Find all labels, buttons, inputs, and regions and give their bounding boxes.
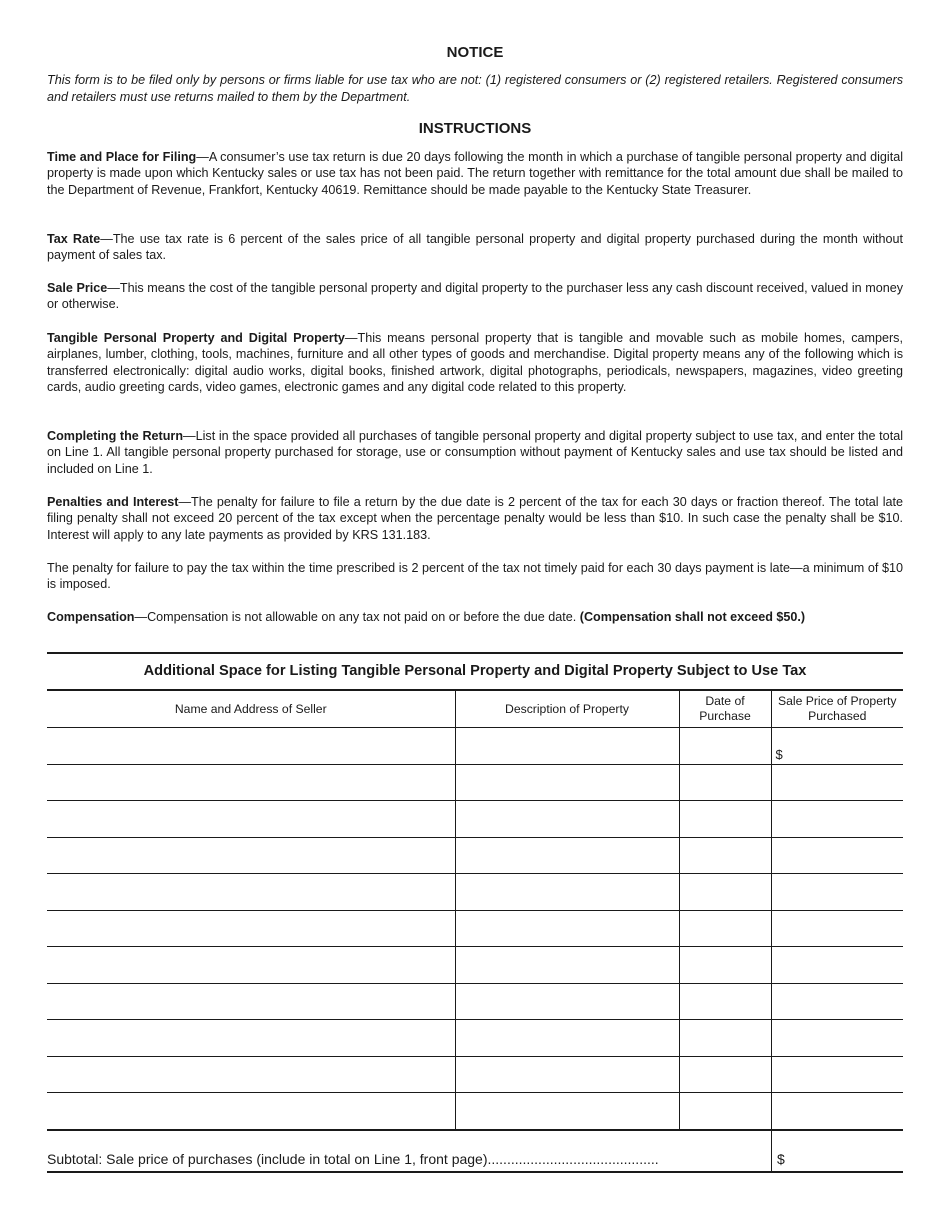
description-cell[interactable] bbox=[455, 1056, 679, 1093]
seller-cell[interactable] bbox=[47, 764, 455, 801]
column-header-description: Description of Property bbox=[455, 691, 679, 728]
date-cell[interactable] bbox=[679, 801, 771, 838]
instructions-title: INSTRUCTIONS bbox=[418, 120, 532, 137]
purchase-listing-section bbox=[47, 652, 903, 1173]
currency-symbol: $ bbox=[775, 746, 783, 762]
price-cell[interactable] bbox=[771, 728, 903, 765]
instruction-completing-return bbox=[47, 428, 903, 477]
table-header-row bbox=[47, 691, 903, 728]
seller-cell[interactable] bbox=[47, 728, 455, 765]
instruction-heading: Penalties and Interest bbox=[47, 495, 179, 509]
description-cell[interactable] bbox=[455, 1093, 679, 1130]
date-cell[interactable] bbox=[679, 728, 771, 765]
notice-title: NOTICE bbox=[446, 44, 504, 61]
seller-cell[interactable] bbox=[47, 1093, 455, 1130]
table-row bbox=[47, 874, 903, 911]
seller-cell[interactable] bbox=[47, 801, 455, 838]
instruction-heading: Tax Rate bbox=[47, 232, 101, 246]
instruction-text: —This means personal property that is tangible and movable such as mobile homes, campers, airplanes, lumber, clothing, tools, machines, furniture and all other types of goods and merchandise. Digital property means any of the following which is transferred electronically: digital audio works, digital books, finished artwork, digital photographs, periodicals, newspapers, magazines, video greeting cards, audio greeting cards, video games, electronic games and any digital code related to this property. bbox=[47, 331, 903, 395]
instruction-tangible-property bbox=[47, 330, 903, 396]
column-header-date: Date of Purchase bbox=[679, 691, 771, 728]
table-row bbox=[47, 983, 903, 1020]
instruction-text: —List in the space provided all purchases of tangible personal property and digital property subject to use tax, and enter the total on Line 1. All tangible personal property purchased for storage, use or consumption without payment of Kentucky sales and use tax should be listed and included on Line 1. bbox=[47, 429, 903, 476]
instruction-heading: Completing the Return bbox=[47, 429, 184, 443]
instruction-text: —The use tax rate is 6 percent of the sales price of all tangible personal property and digital property purchased during the month without payment of sales tax. bbox=[47, 232, 903, 263]
seller-cell[interactable] bbox=[47, 1056, 455, 1093]
instruction-heading: Tangible Personal Property and Digital Property bbox=[47, 331, 345, 345]
description-cell[interactable] bbox=[455, 983, 679, 1020]
subtotal-divider bbox=[771, 1131, 772, 1171]
description-cell[interactable] bbox=[455, 947, 679, 984]
date-cell[interactable] bbox=[679, 1056, 771, 1093]
seller-cell[interactable] bbox=[47, 947, 455, 984]
instruction-heading: Sale Price bbox=[47, 281, 108, 295]
instruction-text: —A consumer’s use tax return is due 20 days following the month in which a purchase of tangible personal property and digital property is made upon which Kentucky sales or use tax has not been paid. The return together with remittance for the total amount due shall be mailed to the Department of Revenue, Frankfort, Kentucky 40619. Remittance should be made payable to the Kentucky State Treasurer. bbox=[47, 150, 904, 197]
price-cell[interactable] bbox=[771, 1093, 903, 1130]
date-cell[interactable] bbox=[679, 910, 771, 947]
instruction-penalties-interest bbox=[47, 494, 903, 543]
table-row bbox=[47, 1093, 903, 1130]
description-cell[interactable] bbox=[455, 801, 679, 838]
seller-cell[interactable] bbox=[47, 874, 455, 911]
seller-cell[interactable] bbox=[47, 837, 455, 874]
price-cell[interactable] bbox=[771, 1020, 903, 1057]
instruction-text: —Compensation is not allowable on any tax not paid on or before the due date. bbox=[134, 610, 580, 624]
table-row bbox=[47, 728, 903, 765]
date-cell[interactable] bbox=[679, 1020, 771, 1057]
description-cell[interactable] bbox=[455, 728, 679, 765]
price-cell[interactable] bbox=[771, 837, 903, 874]
instruction-late-payment-penalty bbox=[47, 560, 903, 593]
instruction-text: —The penalty for failure to file a return by the due date is 2 percent of the tax for each 30 days or fraction thereof. The total late filing penalty shall not exceed 20 percent of the tax except when the percentage penalty would be less than $10. In such case the penalty shall be $10. Interest will apply to any late payments as provided by KRS 131.183. bbox=[47, 495, 903, 542]
purchase-listing-table bbox=[47, 691, 903, 1131]
price-cell[interactable] bbox=[771, 874, 903, 911]
instruction-heading: Time and Place for Filing bbox=[47, 150, 197, 164]
seller-cell[interactable] bbox=[47, 983, 455, 1020]
instruction-compensation bbox=[47, 609, 903, 625]
description-cell[interactable] bbox=[455, 764, 679, 801]
instruction-time-and-place bbox=[47, 149, 903, 198]
table-row bbox=[47, 1056, 903, 1093]
subtotal-amount-field[interactable]: $ bbox=[777, 1150, 785, 1167]
table-row bbox=[47, 764, 903, 801]
description-cell[interactable] bbox=[455, 910, 679, 947]
description-cell[interactable] bbox=[455, 837, 679, 874]
date-cell[interactable] bbox=[679, 1093, 771, 1130]
table-row bbox=[47, 837, 903, 874]
column-header-seller: Name and Address of Seller bbox=[47, 691, 455, 728]
price-cell[interactable] bbox=[771, 910, 903, 947]
date-cell[interactable] bbox=[679, 874, 771, 911]
compensation-limit-note: (Compensation shall not exceed $50.) bbox=[579, 610, 806, 624]
instruction-text: The penalty for failure to pay the tax within the time prescribed is 2 percent of the tax not timely paid for each 30 days payment is late—a minimum of $10 is imposed. bbox=[47, 561, 903, 592]
date-cell[interactable] bbox=[679, 947, 771, 984]
table-body bbox=[47, 728, 903, 1130]
instruction-text: —This means the cost of the tangible personal property and digital property to the purchaser less any cash discount received, valued in money or otherwise. bbox=[47, 281, 903, 312]
seller-cell[interactable] bbox=[47, 1020, 455, 1057]
table-row bbox=[47, 947, 903, 984]
description-cell[interactable] bbox=[455, 874, 679, 911]
notice-body: This form is to be filed only by persons or firms liable for use tax who are not: (1) registered consumers or (2) registered retailers. Registered consumers and retailers must use returns mailed to them by the Department. bbox=[47, 73, 903, 104]
table-title: Additional Space for Listing Tangible Personal Property and Digital Property Subject to Use Tax bbox=[47, 652, 903, 691]
instruction-tax-rate bbox=[47, 231, 903, 264]
date-cell[interactable] bbox=[679, 837, 771, 874]
price-cell[interactable] bbox=[771, 983, 903, 1020]
price-cell[interactable] bbox=[771, 801, 903, 838]
instruction-heading: Compensation bbox=[47, 610, 135, 624]
price-cell[interactable] bbox=[771, 764, 903, 801]
price-cell[interactable] bbox=[771, 947, 903, 984]
column-header-price: Sale Price of Property Purchased bbox=[771, 691, 903, 728]
subtotal-label: Subtotal: Sale price of purchases (include in total on Line 1, front page)............................................ bbox=[47, 1150, 659, 1167]
description-cell[interactable] bbox=[455, 1020, 679, 1057]
instruction-sale-price bbox=[47, 280, 903, 313]
date-cell[interactable] bbox=[679, 983, 771, 1020]
table-row bbox=[47, 910, 903, 947]
table-row bbox=[47, 1020, 903, 1057]
table-row bbox=[47, 801, 903, 838]
seller-cell[interactable] bbox=[47, 910, 455, 947]
subtotal-row bbox=[47, 1131, 903, 1173]
date-cell[interactable] bbox=[679, 764, 771, 801]
price-cell[interactable] bbox=[771, 1056, 903, 1093]
